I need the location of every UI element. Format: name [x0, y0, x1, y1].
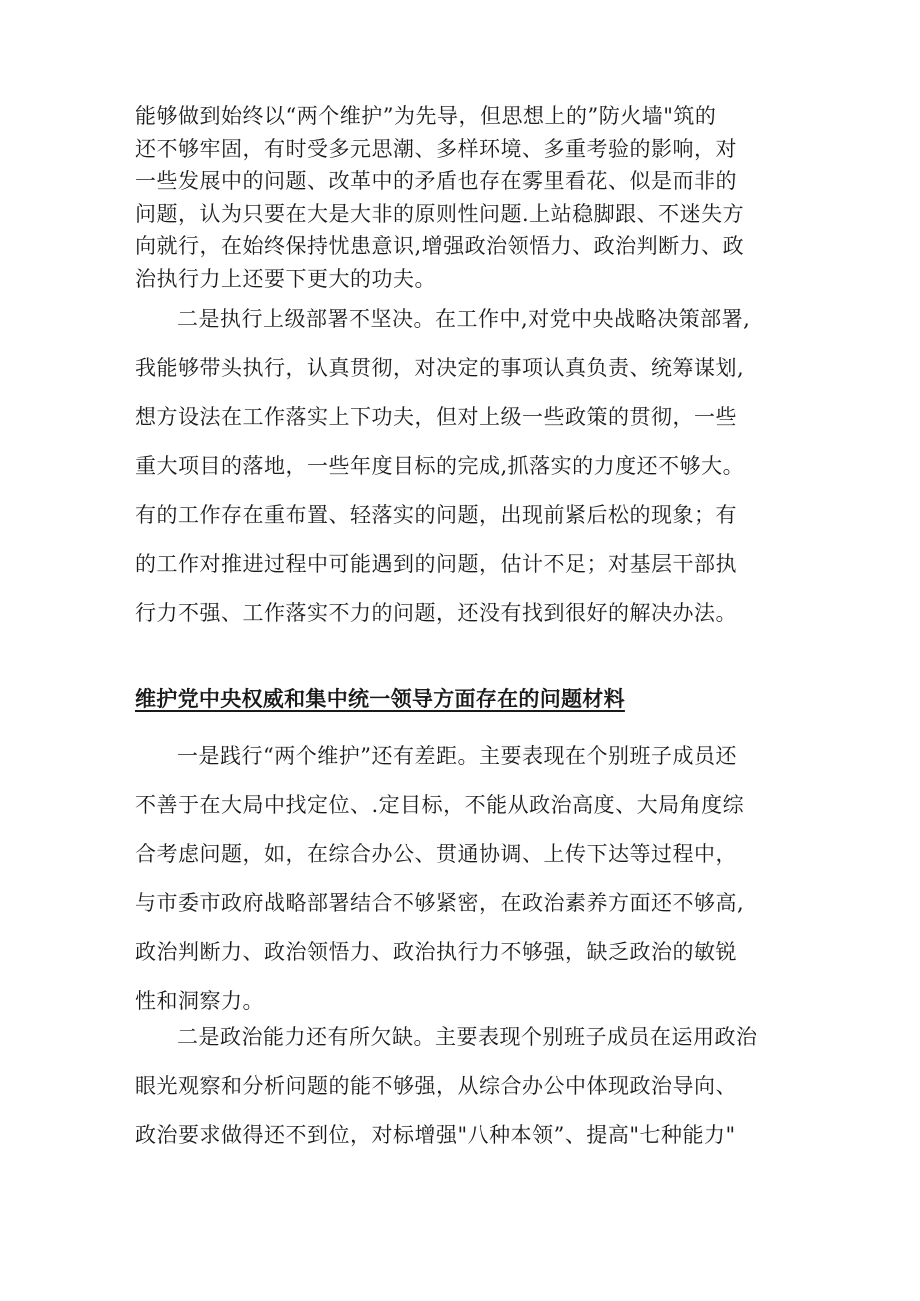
paragraph-4-line: 二是政治能力还有所欠缺。主要表现个别班子成员在运用政治: [177, 1025, 758, 1049]
paragraph-3-line: 性和洞察力。: [135, 989, 264, 1013]
paragraph-3-line: 一是践行“两个维护”还有差距。主要表现在个别班子成员还: [177, 744, 737, 768]
paragraph-1: [135, 100, 800, 295]
paragraph-2-line: 行力不强、工作落实不力的问题，还没有找到很好的解决办法。: [135, 601, 737, 625]
paragraph-1-line: 向就行，在始终保持忧患意识,增强政治领悟力、政治判断力、政: [135, 234, 745, 258]
paragraph-2-line: 的工作对推进过程中可能遇到的问题，估计不足；对基层干部执: [135, 552, 737, 576]
paragraph-1-line: 治执行力上还要下更大的功夫。: [135, 266, 436, 291]
paragraph-2-line: 二是执行上级部署不坚决。在工作中,对党中央战略决策部署,: [177, 307, 751, 331]
paragraph-3-line: 不善于在大局中找定位、.定目标，不能从政治高度、大局角度综: [135, 793, 745, 817]
paragraph-3-line: 与市委市政府战略部署结合不够紧密，在政治素养方面还不够高,: [135, 891, 745, 915]
paragraph-4-line: 政治要求做得还不到位，对标增强"八种本领”、提高"七种能力": [135, 1123, 736, 1147]
paragraph-1-line: 一些发展中的问题、改革中的矛盾也存在雾里看花、似是而非的: [135, 169, 737, 193]
paragraph-2-line: 我能够带头执行，认真贯彻，对决定的事项认真负责、统筹谋划,: [135, 356, 745, 380]
paragraph-3: [135, 732, 800, 1026]
paragraph-2: [135, 295, 800, 638]
paragraph-2-line: 有的工作存在重布置、轻落实的问题，出现前紧后松的现象；有: [135, 503, 737, 527]
paragraph-3-line: 合考虑问题，如，在综合办公、贯通协调、上传下达等过程中，: [135, 842, 737, 866]
paragraph-1-line: 能够做到始终以“两个维护”为先导，但思想上的”防火墙"筑的: [135, 104, 717, 128]
paragraph-3-line: 政治判断力、政治领悟力、政治执行力不够强，缺乏政治的敏锐: [135, 940, 737, 964]
paragraph-2-line: 想方设法在工作落实上下功夫，但对上级一些政策的贯彻，一些: [135, 405, 737, 429]
section-heading: 维护党中央权威和集中统一领导方面存在的问题材料: [135, 686, 625, 711]
paragraph-4-line: 眼光观察和分析问题的能不够强，从综合办公中体现政治导向、: [135, 1074, 737, 1098]
paragraph-4: [135, 1013, 800, 1160]
paragraph-1-line: 问题，认为只要在大是大非的原则性问题.上站稳脚跟、不迷失方: [135, 201, 745, 226]
paragraph-1-line: 还不够牢固，有时受多元思潮、多样环境、多重考验的影响，对: [135, 136, 737, 161]
paragraph-2-line: 重大项目的落地，一些年度目标的完成,抓落实的力度还不够大。: [135, 454, 745, 478]
